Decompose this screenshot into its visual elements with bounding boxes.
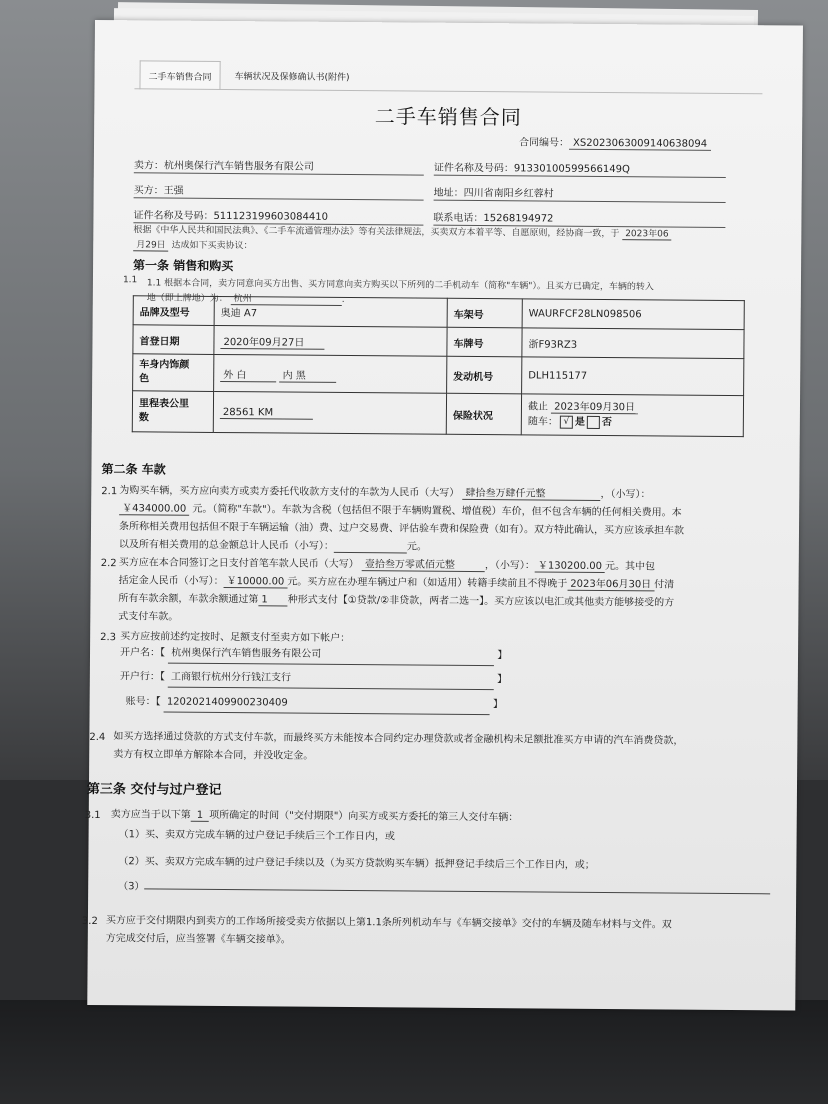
clause-2-1-number: 2.1 [101, 486, 118, 498]
engine-label: 发动机号 [447, 356, 522, 394]
clause-2-2-a: 买方应在本合同签订之日支付首笔车款人民币（大写） [118, 557, 359, 571]
clause-1-1-number: 1.1 [122, 275, 138, 286]
clause-2-1-total-blank [334, 541, 407, 554]
basis-text-end: 达成如下买卖协议： [171, 240, 253, 252]
plate-label: 车牌号 [447, 327, 522, 357]
seller-label: 卖方： [133, 160, 164, 172]
account-number: 1202021409900230409 [164, 694, 490, 716]
clause-2-2-text [118, 554, 769, 631]
exterior-color: 外 白 [220, 369, 276, 381]
first-reg-value: 2020年09月27日 [220, 336, 324, 349]
account-number-label: 账号：【 [125, 696, 161, 708]
clause-1-1-text2: 地（即上牌地）为： 杭州 . [146, 293, 345, 305]
bank-name: 工商银行杭州分行钱江支行 [168, 669, 494, 691]
seller-name: 杭州奥保行汽车销售服务有限公司 [163, 160, 314, 173]
clause-3-2-b: 方完成交付后，应当签署《车辆交接单》。 [105, 933, 291, 946]
seller-cert-row [434, 156, 726, 178]
seller-row [134, 153, 424, 175]
clause-2-3-text: 买方应按前述约定按时、足额支付至卖方如下帐户： [120, 631, 351, 645]
basis-date-a: 2023年06 [622, 229, 671, 240]
contract-page [81, 20, 803, 1011]
clause-2-2-number: 2.2 [100, 558, 117, 570]
basis-text: 根据《中华人民共和国民法典》、《二手车流通管理办法》等有关法律规法，买卖双方本着平等、自愿原则，经协商一致，于 [133, 225, 620, 240]
tab-sales-contract[interactable]: 二手车销售合同 [139, 60, 220, 90]
clause-3-1-option-3-blank [145, 888, 771, 894]
clause-1-1-place: 杭州 [231, 294, 342, 306]
buyer-cert-label: 证件名称及号码： [133, 210, 214, 222]
clause-2-1-upper-amount: 肆拾叁万肆仟元整 [462, 488, 600, 501]
mileage-label-b: 数 [138, 412, 149, 424]
clause-3-2-a: 买方应于交付期限内到卖方的工作场所接受卖方依据以上第1.1条所列机动车与《车辆交接单》交付的车辆及随车材料与文件。双 [105, 915, 672, 931]
account-name-label: 开户名：【 [119, 647, 166, 659]
yes-label: 是 [574, 416, 585, 428]
account-number-row [126, 693, 504, 715]
buyer-cert-row [133, 203, 423, 225]
clause-3-1-option-3: （3） [118, 881, 145, 893]
mileage-label [132, 391, 213, 433]
insurance-cell [521, 394, 743, 437]
account-name-row [120, 644, 508, 666]
color-label-b: 色 [139, 373, 150, 385]
account-name: 杭州奥保行汽车销售服务有限公司 [168, 645, 494, 667]
clause-2-1-d-end: 元。 [406, 541, 427, 553]
page-title: 二手车销售合同 [374, 104, 522, 130]
vin-label: 车架号 [447, 298, 522, 328]
clause-2-2-small-label: ，（小写）： [484, 560, 535, 572]
clause-3-1-a2: 项所确定的时间（"交付期限"）向买方或买方委托的第三人交付车辆： [209, 809, 519, 824]
address-label: 地址： [433, 187, 464, 199]
clause-3-1-a: 卖方应当于以下第 [110, 809, 191, 821]
no-label: 否 [601, 416, 612, 429]
clause-2-2-amount: ￥130200.00 [535, 560, 605, 573]
interior-color: 内 黑 [280, 370, 336, 382]
address-row [434, 181, 726, 203]
vin-value: WAURFCF28LN098506 [522, 299, 744, 330]
clause-2-1-small-label: ，（小写）： [600, 488, 651, 501]
clause-2-4-number: 2.4 [89, 731, 106, 744]
clause-3-1-option-1: （1）买、卖双方完成车辆的过户登记手续后三个工作日内，或 [118, 829, 396, 843]
clause-2-2-c2: 种形式支付【①贷款/②非贷款，两者二选一】。买方应该以电汇或其他卖方能够接受的方 [287, 594, 675, 609]
basis-paragraph [133, 223, 745, 258]
insurance-until-label: 截止 [527, 401, 549, 413]
color-label-a: 车身内饰颜 [139, 359, 190, 371]
bank-close: 】 [497, 674, 508, 686]
seller-cert-number: 91330100599566149Q [513, 163, 630, 176]
seller-cert-label: 证件名称及号码： [433, 162, 514, 175]
color-label [133, 354, 214, 392]
clause-2-2-deadline: 2023年06月30日 [567, 579, 654, 592]
clause-2-2-d: 式支付车款。 [118, 611, 179, 623]
bank-row [120, 668, 508, 690]
yes-checkbox[interactable]: √ [560, 415, 573, 428]
plate-value: 浙F93RZ3 [522, 328, 744, 359]
insurance-until-date: 2023年09月30日 [551, 402, 638, 415]
phone-row [433, 206, 725, 228]
clause-3-1-item: 1 [191, 810, 209, 822]
contract-number-label: 合同编号： [519, 137, 570, 149]
clause-2-4-b: 卖方有权立即单方解除本合同，并没收定金。 [113, 749, 314, 762]
bank-label: 开户行：【 [119, 671, 165, 683]
clause-2-1-text [119, 482, 770, 559]
engine-value: DLH115177 [522, 357, 744, 396]
background-dark-surface [0, 1000, 828, 1104]
clause-3-1-number: 3.1 [84, 809, 101, 822]
brand-label: 品牌及型号 [133, 296, 214, 326]
mileage-value: 28561 KM [220, 406, 313, 419]
first-reg-cell [214, 325, 447, 356]
clause-2-4-text [113, 728, 783, 769]
address-value: 四川省南阳乡红蓉村 [463, 187, 554, 200]
contract-number: XS20230630091406380​94 [569, 138, 711, 151]
section-1-heading: 第一条 销售和购买 [133, 258, 234, 274]
mileage-label-a: 里程表公里 [138, 398, 190, 410]
clause-3-2-text [106, 912, 786, 953]
tab-divider [134, 88, 762, 94]
account-name-close: 】 [497, 650, 508, 662]
brand-value: 奥迪 A7 [214, 296, 447, 327]
clause-2-1-a: 为购买车辆，买方应向卖方或卖方委托代收款方支付的车款为人民币（大写） [119, 485, 460, 499]
table-row [132, 391, 743, 437]
clause-2-1-d: 以及所有相关费用的总金额总计人民币（小写）： [118, 539, 334, 552]
with-car-label: 随车： [527, 416, 558, 428]
vehicle-info-table [132, 295, 745, 437]
section-2-heading: 第二条 车款 [101, 462, 166, 477]
account-number-close: 】 [492, 699, 504, 711]
buyer-label: 买方： [133, 185, 164, 197]
clause-2-2-deposit: ￥10000.00 [224, 576, 288, 589]
clause-2-2-c: 所有车款余额，车款余额通过第 [118, 593, 259, 606]
clause-2-1-b: 元。（简称"车款"）。车款为含税（包括但不限于车辆购置税、增值税）车价，但不包含车辆的任何相关费用。本 [192, 503, 682, 519]
clause-3-1-text [111, 806, 519, 827]
no-checkbox[interactable] [587, 415, 600, 428]
phone-number: 15268194972 [483, 213, 554, 225]
tab-vehicle-condition[interactable]: 车辆状况及保修确认书(附件) [234, 71, 350, 83]
first-reg-label: 首登日期 [133, 325, 214, 355]
clause-2-2-b: 括定金人民币（小写）： [118, 575, 224, 588]
insurance-label: 保险状况 [446, 393, 521, 435]
mileage-cell [213, 391, 446, 434]
clause-2-1-c: 条所称相关费用包括但不限于车辆运输（油）费、过户交易费、评估验车费和保险费（如有）。双方特此确认，买方应该承担车款 [118, 521, 685, 537]
phone-label: 联系电话： [433, 212, 484, 225]
clause-2-4-a: 如买方选择通过贷款的方式支付车款，而最终买方未能按本合同约定办理贷款或者金融机构未足额批准买方申请的汽车消费贷款， [113, 731, 684, 747]
section-3-heading: 第三条 交付与过户登记 [86, 781, 222, 799]
buyer-name: 王强 [163, 185, 184, 197]
clause-2-2-a-end: 元。其中包 [604, 561, 656, 573]
clause-2-1-amount: ￥434000.00 [119, 503, 189, 516]
clause-3-2-number: 3.2 [81, 915, 98, 928]
table-row [133, 354, 744, 396]
clause-2-2-upper-amount: 壹拾叁万零贰佰元整 [362, 559, 485, 572]
clause-3-1-option-2: （2）买、卖双方完成车辆的过户登记手续以及（为买方贷款购买车辆）抵押登记手续后三个工作日内，或； [118, 856, 595, 871]
clause-1-1-place-label: 地（即上牌地）为： [146, 293, 228, 305]
clause-2-2-b3: 付清 [654, 579, 675, 591]
clause-2-2-b2: 元。买方应在办理车辆过户和（如适用）转籍手续前且不得晚于 [287, 576, 568, 590]
contract-number-row [519, 130, 711, 151]
clause-1-1-text: 1.1 根据本合同，卖方同意向买方出售、买方同意向卖方购买以下所列的二手机动车（简称"车辆"）。且买方已确定，车辆的转入 [146, 278, 654, 293]
clause-2-2-method: 1 [258, 594, 287, 606]
clause-2-3-number: 2.3 [100, 632, 117, 644]
basis-date-b: 月29日 [133, 240, 169, 251]
buyer-row [134, 178, 424, 200]
clause-3-1-option-3-row [118, 878, 770, 901]
color-cell [214, 354, 447, 393]
buyer-cert-number: 511123199603084410 [213, 210, 329, 223]
